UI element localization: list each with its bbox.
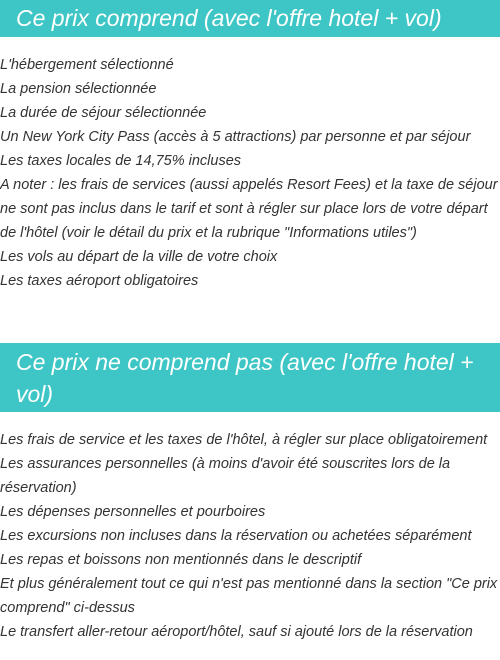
excluded-item-transfer: Le transfert aller-retour aéroport/hôtel, sauf si ajouté lors de la réservation bbox=[0, 624, 473, 640]
included-section-title: Ce prix comprend (avec l'offre hotel + vol) bbox=[0, 0, 500, 37]
excluded-item-hotel-fees: Les frais de service et les taxes de l'hôtel, à régler sur place obligatoirement bbox=[0, 432, 488, 448]
excluded-item-excursions: Les excursions non incluses dans la réservation ou achetées séparément bbox=[0, 528, 472, 544]
included-item-accommodation: L'hébergement sélectionné bbox=[0, 57, 174, 73]
included-item-resort-fees-note: A noter : les frais de services (aussi appelés Resort Fees) et la taxe de séjour ne sont pas inclus dans le tarif et sont à régler sur place lors de votre départ de l'hôtel (voir le détail du prix et la rubrique "Informations utiles") bbox=[0, 177, 498, 241]
excluded-item-other: Et plus généralement tout ce qui n'est pas mentionné dans la section "Ce prix comprend" ci-dessus bbox=[0, 576, 498, 616]
included-item-board: La pension sélectionnée bbox=[0, 81, 157, 97]
included-items-list bbox=[0, 53, 500, 293]
excluded-item-meals: Les repas et boissons non mentionnés dans le descriptif bbox=[0, 552, 362, 568]
excluded-section-title: Ce prix ne comprend pas (avec l'offre hotel + vol) bbox=[0, 343, 500, 412]
included-item-flights: Les vols au départ de la ville de votre choix bbox=[0, 249, 278, 265]
included-item-city-pass: Un New York City Pass (accès à 5 attractions) par personne et par séjour bbox=[0, 129, 471, 145]
included-item-local-taxes: Les taxes locales de 14,75% incluses bbox=[0, 153, 242, 169]
included-item-duration: La durée de séjour sélectionnée bbox=[0, 105, 207, 121]
included-item-airport-taxes: Les taxes aéroport obligatoires bbox=[0, 273, 199, 289]
excluded-item-personal-expenses: Les dépenses personnelles et pourboires bbox=[0, 504, 266, 520]
excluded-items-list bbox=[0, 428, 500, 644]
excluded-item-insurance: Les assurances personnelles (à moins d'avoir été souscrites lors de la réservation) bbox=[0, 456, 451, 496]
